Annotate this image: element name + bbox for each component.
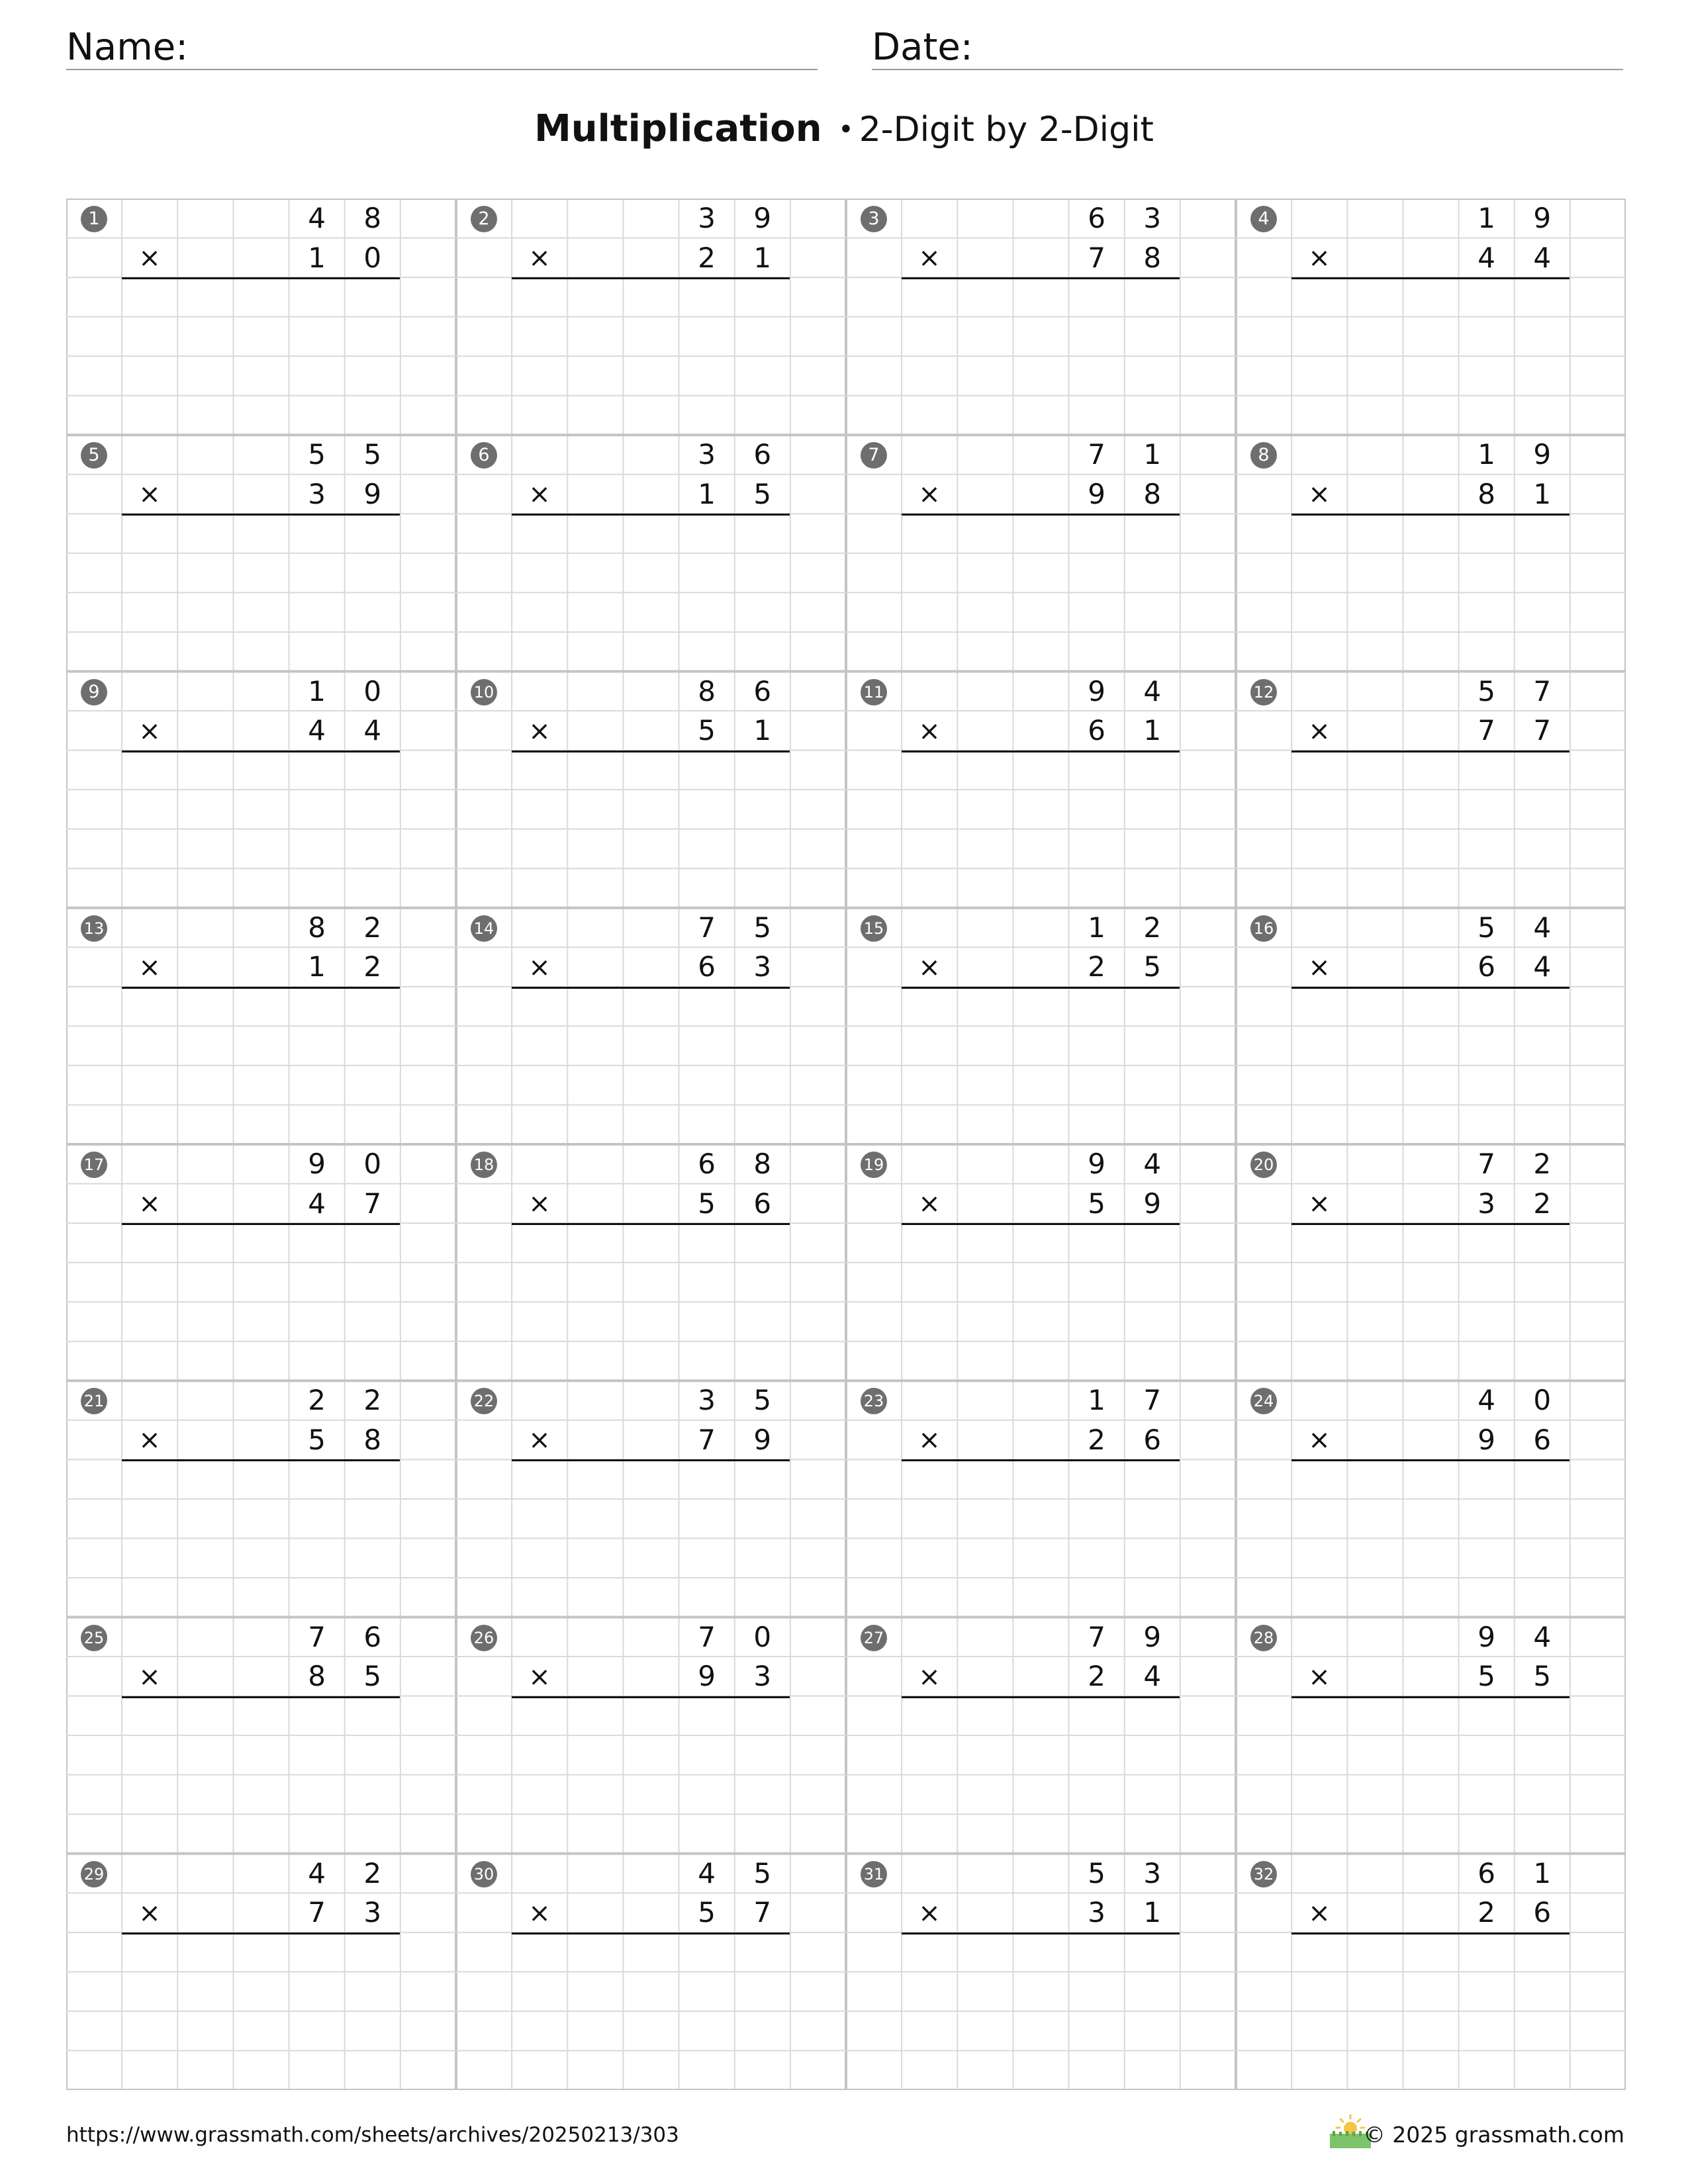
title-separator: • — [838, 114, 854, 145]
multiply-sign: × — [918, 952, 941, 983]
multiply-sign: × — [528, 479, 551, 510]
problem-26 — [456, 1617, 846, 1854]
bottom-tens-digit: 7 — [308, 1896, 326, 1929]
top-ones-digit: 4 — [1143, 674, 1162, 707]
bottom-tens-digit: 6 — [698, 950, 716, 983]
date-label: Date: — [872, 26, 973, 69]
bottom-ones-digit: 9 — [363, 477, 382, 510]
problem-number-badge: 13 — [81, 915, 107, 942]
bottom-ones-digit: 6 — [753, 1187, 772, 1220]
answer-line — [512, 751, 790, 752]
top-tens-digit: 3 — [698, 438, 716, 471]
bottom-tens-digit: 1 — [308, 950, 326, 983]
title-subtitle: 2-Digit by 2-Digit — [859, 110, 1154, 150]
bottom-ones-digit: 8 — [1143, 241, 1162, 274]
bottom-ones-digit: 4 — [1533, 241, 1552, 274]
top-ones-digit: 2 — [1533, 1148, 1552, 1180]
answer-line — [1291, 751, 1570, 752]
multiply-sign: × — [918, 479, 941, 510]
bottom-tens-digit: 1 — [698, 477, 716, 510]
problem-9 — [66, 672, 456, 908]
bottom-tens-digit: 4 — [1477, 241, 1495, 274]
multiply-sign: × — [1308, 1425, 1331, 1456]
top-ones-digit: 8 — [753, 1148, 772, 1180]
problem-8 — [1236, 435, 1626, 671]
bottom-ones-digit: 6 — [1143, 1423, 1162, 1456]
problem-30 — [456, 1854, 846, 2090]
bottom-tens-digit: 8 — [308, 1660, 326, 1693]
answer-line — [1291, 514, 1570, 516]
bottom-tens-digit: 9 — [1088, 477, 1105, 510]
bottom-ones-digit: 6 — [1533, 1423, 1552, 1456]
top-ones-digit: 2 — [1143, 911, 1162, 944]
top-tens-digit: 1 — [1088, 1384, 1105, 1417]
multiply-sign: × — [528, 715, 551, 747]
problem-number-badge: 26 — [471, 1625, 497, 1651]
problem-number-badge: 30 — [471, 1861, 497, 1888]
date-field[interactable] — [872, 26, 1623, 70]
problem-number-badge: 18 — [471, 1152, 497, 1178]
problem-6 — [456, 435, 846, 671]
top-ones-digit: 0 — [363, 1148, 382, 1180]
multiply-sign: × — [528, 243, 551, 273]
bottom-tens-digit: 2 — [1477, 1896, 1495, 1929]
multiply-sign: × — [918, 243, 941, 273]
problem-number-badge: 27 — [861, 1625, 887, 1651]
bottom-ones-digit: 8 — [363, 1423, 382, 1456]
multiply-sign: × — [1308, 243, 1331, 273]
top-tens-digit: 6 — [1477, 1856, 1495, 1889]
top-ones-digit: 5 — [753, 1856, 772, 1889]
multiply-sign: × — [1308, 952, 1331, 983]
problem-number-badge: 1 — [81, 206, 107, 232]
answer-line — [902, 277, 1180, 279]
top-ones-digit: 6 — [753, 674, 772, 707]
top-tens-digit: 7 — [698, 1620, 716, 1653]
top-ones-digit: 9 — [753, 202, 772, 234]
title-main: Multiplication — [534, 107, 822, 150]
bottom-ones-digit: 3 — [753, 1660, 772, 1693]
bottom-ones-digit: 7 — [363, 1187, 382, 1220]
bottom-tens-digit: 2 — [1088, 1423, 1105, 1456]
problem-2 — [456, 199, 846, 435]
answer-line — [122, 751, 400, 752]
bottom-tens-digit: 3 — [308, 477, 326, 510]
problem-5 — [66, 435, 456, 671]
problem-number-badge: 23 — [861, 1388, 887, 1414]
problem-7 — [846, 435, 1236, 671]
bottom-tens-digit: 2 — [1088, 1660, 1105, 1693]
multiply-sign: × — [138, 715, 161, 747]
multiply-sign: × — [918, 1897, 941, 1929]
answer-line — [122, 514, 400, 516]
answer-line — [1291, 1459, 1570, 1461]
top-ones-digit: 2 — [363, 1384, 382, 1417]
problem-number-badge: 31 — [861, 1861, 887, 1888]
top-tens-digit: 5 — [1477, 674, 1495, 707]
bottom-ones-digit: 0 — [363, 241, 382, 274]
problem-21 — [66, 1381, 456, 1617]
answer-line — [122, 987, 400, 989]
problem-24 — [1236, 1381, 1626, 1617]
problem-number-badge: 25 — [81, 1625, 107, 1651]
top-ones-digit: 0 — [753, 1620, 772, 1653]
problem-number-badge: 11 — [861, 679, 887, 705]
answer-line — [902, 1223, 1180, 1225]
top-tens-digit: 3 — [698, 1384, 716, 1417]
top-tens-digit: 6 — [1088, 202, 1105, 234]
answer-line — [122, 277, 400, 279]
top-tens-digit: 8 — [698, 674, 716, 707]
answer-line — [902, 1933, 1180, 1934]
top-tens-digit: 9 — [1477, 1620, 1495, 1653]
top-tens-digit: 2 — [308, 1384, 326, 1417]
bottom-tens-digit: 1 — [308, 241, 326, 274]
problem-number-badge: 4 — [1250, 206, 1277, 232]
problem-number-badge: 12 — [1250, 679, 1277, 705]
bottom-ones-digit: 4 — [1533, 950, 1552, 983]
bottom-ones-digit: 7 — [1533, 714, 1552, 747]
problem-number-badge: 29 — [81, 1861, 107, 1888]
answer-line — [512, 1933, 790, 1934]
bottom-ones-digit: 4 — [1143, 1660, 1162, 1693]
bottom-ones-digit: 1 — [753, 241, 772, 274]
top-tens-digit: 5 — [308, 438, 326, 471]
bottom-ones-digit: 4 — [363, 714, 382, 747]
bottom-ones-digit: 3 — [363, 1896, 382, 1929]
bottom-tens-digit: 5 — [1477, 1660, 1495, 1693]
worksheet-title — [0, 107, 1688, 150]
problem-18 — [456, 1144, 846, 1381]
answer-line — [902, 751, 1180, 752]
bottom-tens-digit: 7 — [1088, 241, 1105, 274]
problem-1 — [66, 199, 456, 435]
bottom-tens-digit: 6 — [1477, 950, 1495, 983]
problem-number-badge: 9 — [81, 679, 107, 705]
top-tens-digit: 7 — [308, 1620, 326, 1653]
bottom-tens-digit: 3 — [1088, 1896, 1105, 1929]
top-tens-digit: 1 — [1477, 202, 1495, 234]
multiply-sign: × — [138, 479, 161, 510]
top-ones-digit: 4 — [1533, 911, 1552, 944]
top-tens-digit: 9 — [1088, 1148, 1105, 1180]
bottom-tens-digit: 5 — [698, 1187, 716, 1220]
answer-line — [902, 514, 1180, 516]
multiply-sign: × — [918, 715, 941, 747]
problem-15 — [846, 908, 1236, 1144]
top-ones-digit: 3 — [1143, 202, 1162, 234]
bottom-ones-digit: 5 — [1143, 950, 1162, 983]
problem-number-badge: 32 — [1250, 1861, 1277, 1888]
bottom-ones-digit: 5 — [753, 477, 772, 510]
bottom-ones-digit: 5 — [1533, 1660, 1552, 1693]
answer-line — [1291, 1933, 1570, 1934]
bottom-ones-digit: 6 — [1533, 1896, 1552, 1929]
answer-line — [512, 1696, 790, 1698]
problem-number-badge: 6 — [471, 442, 497, 469]
problem-number-badge: 3 — [861, 206, 887, 232]
top-ones-digit: 9 — [1143, 1620, 1162, 1653]
top-tens-digit: 4 — [1477, 1384, 1495, 1417]
answer-line — [122, 1459, 400, 1461]
problem-number-badge: 15 — [861, 915, 887, 942]
multiply-sign: × — [528, 952, 551, 983]
top-ones-digit: 1 — [1143, 438, 1162, 471]
top-tens-digit: 4 — [698, 1856, 716, 1889]
top-ones-digit: 4 — [1533, 1620, 1552, 1653]
top-tens-digit: 5 — [1477, 911, 1495, 944]
problem-12 — [1236, 672, 1626, 908]
bottom-tens-digit: 3 — [1477, 1187, 1495, 1220]
top-ones-digit: 4 — [1143, 1148, 1162, 1180]
bottom-ones-digit: 2 — [1533, 1187, 1552, 1220]
problem-number-badge: 21 — [81, 1388, 107, 1414]
answer-line — [122, 1696, 400, 1698]
answer-line — [1291, 277, 1570, 279]
top-tens-digit: 8 — [308, 911, 326, 944]
top-ones-digit: 5 — [753, 911, 772, 944]
problem-19 — [846, 1144, 1236, 1381]
bottom-ones-digit: 2 — [363, 950, 382, 983]
multiply-sign: × — [138, 1189, 161, 1219]
problem-13 — [66, 908, 456, 1144]
problem-10 — [456, 672, 846, 908]
problem-grid — [66, 199, 1626, 2090]
answer-line — [902, 987, 1180, 989]
problem-number-badge: 24 — [1250, 1388, 1277, 1414]
top-tens-digit: 7 — [1477, 1148, 1495, 1180]
multiply-sign: × — [1308, 1189, 1331, 1219]
problem-number-badge: 5 — [81, 442, 107, 469]
problem-number-badge: 22 — [471, 1388, 497, 1414]
problem-number-badge: 2 — [471, 206, 497, 232]
multiply-sign: × — [138, 952, 161, 983]
top-ones-digit: 6 — [363, 1620, 382, 1653]
problem-number-badge: 10 — [471, 679, 497, 705]
multiply-sign: × — [1308, 479, 1331, 510]
bottom-ones-digit: 1 — [1533, 477, 1552, 510]
bottom-tens-digit: 2 — [698, 241, 716, 274]
bottom-ones-digit: 3 — [753, 950, 772, 983]
bottom-ones-digit: 7 — [753, 1896, 772, 1929]
problem-20 — [1236, 1144, 1626, 1381]
top-tens-digit: 1 — [1088, 911, 1105, 944]
problem-27 — [846, 1617, 1236, 1854]
multiply-sign: × — [138, 1897, 161, 1929]
answer-line — [512, 987, 790, 989]
problem-16 — [1236, 908, 1626, 1144]
name-field[interactable] — [66, 26, 818, 70]
problem-22 — [456, 1381, 846, 1617]
answer-line — [1291, 1223, 1570, 1225]
answer-line — [512, 1459, 790, 1461]
top-ones-digit: 0 — [1533, 1384, 1552, 1417]
top-ones-digit: 6 — [753, 438, 772, 471]
problem-number-badge: 28 — [1250, 1625, 1277, 1651]
footer-copyright: © 2025 grassmath.com — [1363, 2122, 1624, 2148]
problem-31 — [846, 1854, 1236, 2090]
problem-number-badge: 20 — [1250, 1152, 1277, 1178]
top-tens-digit: 5 — [1088, 1856, 1105, 1889]
top-tens-digit: 1 — [1477, 438, 1495, 471]
problem-number-badge: 16 — [1250, 915, 1277, 942]
bottom-tens-digit: 7 — [1477, 714, 1495, 747]
problem-number-badge: 17 — [81, 1152, 107, 1178]
top-ones-digit: 2 — [363, 1856, 382, 1889]
top-ones-digit: 2 — [363, 911, 382, 944]
multiply-sign: × — [1308, 1897, 1331, 1929]
answer-line — [122, 1223, 400, 1225]
bottom-ones-digit: 8 — [1143, 477, 1162, 510]
top-tens-digit: 7 — [1088, 1620, 1105, 1653]
problem-number-badge: 14 — [471, 915, 497, 942]
problem-17 — [66, 1144, 456, 1381]
top-ones-digit: 0 — [363, 674, 382, 707]
top-ones-digit: 7 — [1533, 674, 1552, 707]
answer-line — [512, 1223, 790, 1225]
bottom-tens-digit: 6 — [1088, 714, 1105, 747]
problem-number-badge: 19 — [861, 1152, 887, 1178]
top-ones-digit: 3 — [1143, 1856, 1162, 1889]
multiply-sign: × — [918, 1189, 941, 1219]
bottom-ones-digit: 1 — [1143, 1896, 1162, 1929]
problem-29 — [66, 1854, 456, 2090]
top-ones-digit: 1 — [1533, 1856, 1552, 1889]
multiply-sign: × — [138, 1425, 161, 1456]
top-tens-digit: 7 — [1088, 438, 1105, 471]
multiply-sign: × — [528, 1661, 551, 1692]
problem-23 — [846, 1381, 1236, 1617]
top-ones-digit: 7 — [1143, 1384, 1162, 1417]
top-ones-digit: 5 — [363, 438, 382, 471]
top-tens-digit: 3 — [698, 202, 716, 234]
bottom-tens-digit: 2 — [1088, 950, 1105, 983]
answer-line — [1291, 1696, 1570, 1698]
answer-line — [122, 1933, 400, 1934]
bottom-tens-digit: 9 — [1477, 1423, 1495, 1456]
answer-line — [1291, 987, 1570, 989]
bottom-tens-digit: 5 — [698, 1896, 716, 1929]
bottom-tens-digit: 8 — [1477, 477, 1495, 510]
top-ones-digit: 9 — [1533, 202, 1552, 234]
problem-28 — [1236, 1617, 1626, 1854]
name-label: Name: — [66, 26, 189, 69]
bottom-tens-digit: 4 — [308, 1187, 326, 1220]
footer-url: https://www.grassmath.com/sheets/archives/20250213/303 — [66, 2123, 679, 2147]
top-tens-digit: 1 — [308, 674, 326, 707]
problem-3 — [846, 199, 1236, 435]
top-tens-digit: 7 — [698, 911, 716, 944]
problem-number-badge: 7 — [861, 442, 887, 469]
multiply-sign: × — [1308, 1661, 1331, 1692]
top-tens-digit: 4 — [308, 202, 326, 234]
problem-4 — [1236, 199, 1626, 435]
problem-number-badge: 8 — [1250, 442, 1277, 469]
top-tens-digit: 9 — [1088, 674, 1105, 707]
bottom-ones-digit: 1 — [753, 714, 772, 747]
top-tens-digit: 4 — [308, 1856, 326, 1889]
answer-line — [512, 277, 790, 279]
bottom-tens-digit: 9 — [698, 1660, 716, 1693]
bottom-tens-digit: 5 — [698, 714, 716, 747]
bottom-tens-digit: 7 — [698, 1423, 716, 1456]
top-tens-digit: 9 — [308, 1148, 326, 1180]
bottom-ones-digit: 1 — [1143, 714, 1162, 747]
multiply-sign: × — [918, 1661, 941, 1692]
bottom-ones-digit: 5 — [363, 1660, 382, 1693]
top-tens-digit: 6 — [698, 1148, 716, 1180]
multiply-sign: × — [138, 1661, 161, 1692]
multiply-sign: × — [528, 1189, 551, 1219]
multiply-sign: × — [918, 1425, 941, 1456]
answer-line — [902, 1696, 1180, 1698]
problem-14 — [456, 908, 846, 1144]
bottom-tens-digit: 5 — [308, 1423, 326, 1456]
top-ones-digit: 9 — [1533, 438, 1552, 471]
problem-32 — [1236, 1854, 1626, 2090]
multiply-sign: × — [1308, 715, 1331, 747]
bottom-ones-digit: 9 — [753, 1423, 772, 1456]
multiply-sign: × — [528, 1425, 551, 1456]
bottom-ones-digit: 9 — [1143, 1187, 1162, 1220]
problem-25 — [66, 1617, 456, 1854]
multiply-sign: × — [528, 1897, 551, 1929]
problem-11 — [846, 672, 1236, 908]
bottom-tens-digit: 4 — [308, 714, 326, 747]
top-ones-digit: 5 — [753, 1384, 772, 1417]
answer-line — [512, 514, 790, 516]
answer-line — [902, 1459, 1180, 1461]
multiply-sign: × — [138, 243, 161, 273]
top-ones-digit: 8 — [363, 202, 382, 234]
bottom-tens-digit: 5 — [1088, 1187, 1105, 1220]
